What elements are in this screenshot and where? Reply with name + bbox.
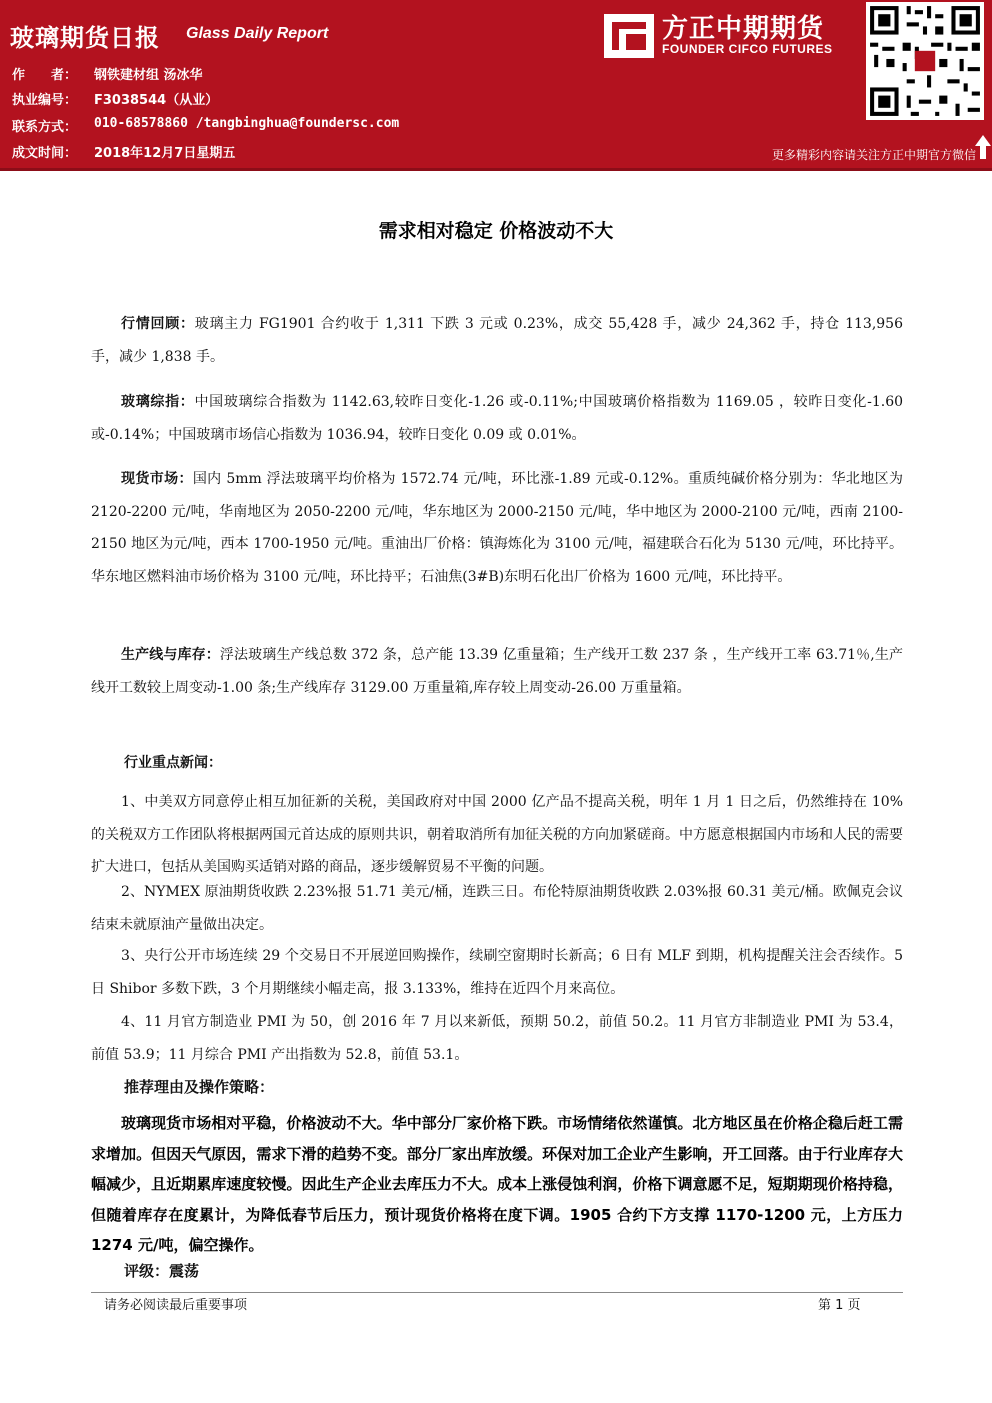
- section-glass-index: [91, 386, 903, 451]
- wechat-note: 更多精彩内容请关注方正中期官方微信: [771, 148, 976, 162]
- section-spot-market: [91, 463, 903, 593]
- meta-date: [12, 142, 235, 161]
- meta-value: 010-68578860 /tangbinghua@foundersc.com: [94, 116, 400, 131]
- news-item: 2、NYMEX 原油期货收跌 2.23%报 51.71 美元/桶，连跌三日。布伦特原油期货收跌 2.03%报 60.31 美元/桶。欧佩克会议结束未就原油产量做出决定。: [91, 884, 903, 933]
- section-label: 玻璃综指：: [121, 394, 195, 410]
- meta-value: 2018年12月7日星期五: [94, 146, 236, 161]
- report-header: [0, 0, 992, 168]
- footer-disclaimer: 请务必阅读最后重要事项: [104, 1298, 248, 1313]
- meta-label: 执业编号：: [12, 93, 78, 108]
- meta-value: F3038544（从业）: [94, 93, 219, 108]
- section-text: 国内 5mm 浮法玻璃平均价格为 1572.74 元/吨，环比涨-1.89 元或-0.12%。重质纯碱价格分别为：华北地区为 2120-2200 元/吨，华南地区为 2050-2200 元/吨，华东地区为 2000-2150 元/吨，华中地区为 2000-2100 元/吨，西南 2100-2150 地区为元/吨，西本 1700-1950 元/吨。重油出厂价格：镇海炼化为 3100 元/吨，福建联合石化为 5130 元/吨，环比持平。华东地区燃料油市场价格为 3100 元/吨，环比持平；石油焦(3#B)东明石化出厂价格为 1600 元/吨，环比持平。: [91, 471, 903, 585]
- strategy-text: 玻璃现货市场相对平稳，价格波动不大。华中部分厂家价格下跌。市场情绪依然谨慎。北方地区虽在价格企稳后赶工需求增加。但因天气原因，需求下滑的趋势不变。部分厂家出库放缓。环保对加工企业产生影响，开工回落。由于行业库存大幅减少，且近期累库速度较慢。因此生产企业去库压力不大。成本上涨侵蚀利润，价格下调意愿不足，短期期现价格持稳，但随着库存在度累计，为降低春节后压力，预计现货价格将在度下调。1905 合约下方支撑 1170-1200 元，上方压力 1274 元/吨，偏空操作。: [91, 1114, 903, 1254]
- header-divider: [0, 168, 992, 171]
- document-title: 需求相对稳定 价格波动不大: [378, 220, 614, 242]
- strategy-heading: 推荐理由及操作策略：: [124, 1078, 275, 1096]
- footer-divider: [91, 1292, 903, 1293]
- news-heading: 行业重点新闻：: [124, 755, 222, 771]
- page-number: 第 1 页: [818, 1298, 861, 1313]
- report-title-cn: 玻璃期货日报: [10, 24, 160, 52]
- founder-logo-icon: [604, 14, 654, 58]
- section-market-review: [91, 308, 903, 373]
- meta-contact: [12, 116, 399, 135]
- section-text: 浮法玻璃生产线总数 372 条，总产能 13.39 亿重量箱；生产线开工数 237 条 ，生产线开工率 63.71％,生产线开工数较上周变动-1.00 条;生产线库存 3129.00 万重量箱,库存较上周变动-26.00 万重量箱。: [91, 647, 904, 696]
- news-item: 4、11 月官方制造业 PMI 为 50，创 2016 年 7 月以来新低，预期 50.2，前值 50.2。11 月官方非制造业 PMI 为 53.4，前值 53.9；11 月综合 PMI 产出指数为 52.8，前值 53.1。: [91, 1014, 903, 1063]
- section-production-inventory: [91, 639, 903, 704]
- report-title-en: Glass Daily Report: [186, 25, 329, 42]
- meta-license: [12, 89, 218, 108]
- section-label: 现货市场：: [121, 471, 193, 487]
- company-name-en: FOUNDER CIFCO FUTURES: [662, 42, 833, 56]
- rating: 评级：震荡: [124, 1262, 200, 1280]
- section-text: 中国玻璃综合指数为 1142.63,较昨日变化-1.26 或-0.11%;中国玻璃价格指数为 1169.05 ，较昨日变化-1.60 或-0.14%；中国玻璃市场信心指数为 1036.94，较昨日变化 0.09 或 0.01%。: [91, 394, 904, 443]
- meta-label: 作 者：: [12, 68, 78, 83]
- news-item: 3、央行公开市场连续 29 个交易日不开展逆回购操作，续刷空窗期时长新高；6 日有 MLF 到期，机构提醒关注会否续作。5 日 Shibor 多数下跌，3 个月期继续小幅走高，报 3.133%，维持在近四个月来高位。: [91, 948, 903, 997]
- company-name-cn: 方正中期期货: [662, 14, 825, 44]
- news-item: 1、中美双方同意停止相互加征新的关税，美国政府对中国 2000 亿产品不提高关税，明年 1 月 1 日之后，仍然维持在 10%的关税双方工作团队将根据两国元首达成的原则共识，朝着取消所有加征关税的方向加紧磋商。中方愿意根据国内市场和人民的需要扩大进口，包括从美国购买适销对路的商品，逐步缓解贸易不平衡的问题。: [91, 794, 903, 875]
- meta-label: 成文时间：: [12, 146, 78, 161]
- meta-value: 钢铁建材组 汤冰华: [94, 68, 203, 83]
- qr-code-icon: [866, 2, 984, 120]
- section-label: 生产线与库存：: [121, 647, 220, 663]
- section-label: 行情回顾：: [121, 316, 195, 332]
- section-text: 玻璃主力 FG1901 合约收于 1,311 下跌 3 元或 0.23%，成交 55,428 手，减少 24,362 手，持仓 113,956 手，减少 1,838 手。: [91, 316, 903, 365]
- meta-author: [12, 64, 203, 83]
- meta-label: 联系方式：: [12, 120, 78, 135]
- arrow-up-icon: [974, 134, 992, 160]
